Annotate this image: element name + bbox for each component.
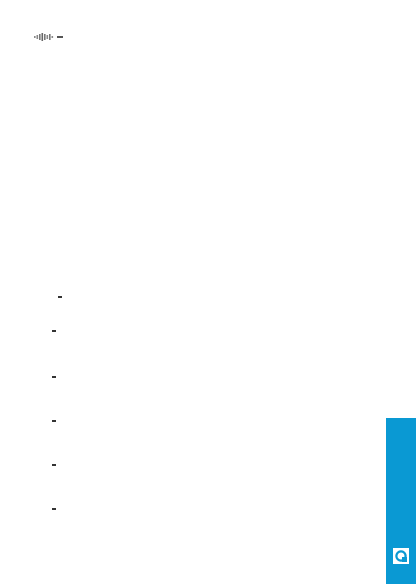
exercise-label [52,464,58,466]
chapter-side-tab[interactable] [386,418,416,584]
exercise-number [52,508,56,510]
exercise-number [52,330,56,332]
exercise-label [52,420,58,422]
exercise-number [52,420,56,422]
exercise-label [52,508,58,510]
exercise-label [58,296,64,298]
exercise-number [52,464,56,466]
publisher-logo-icon [393,548,409,564]
side-tab-label [388,424,414,544]
exercise-label [52,376,58,378]
exercise-label [52,330,58,332]
exercise-number [58,296,62,298]
exercise-number [52,376,56,378]
